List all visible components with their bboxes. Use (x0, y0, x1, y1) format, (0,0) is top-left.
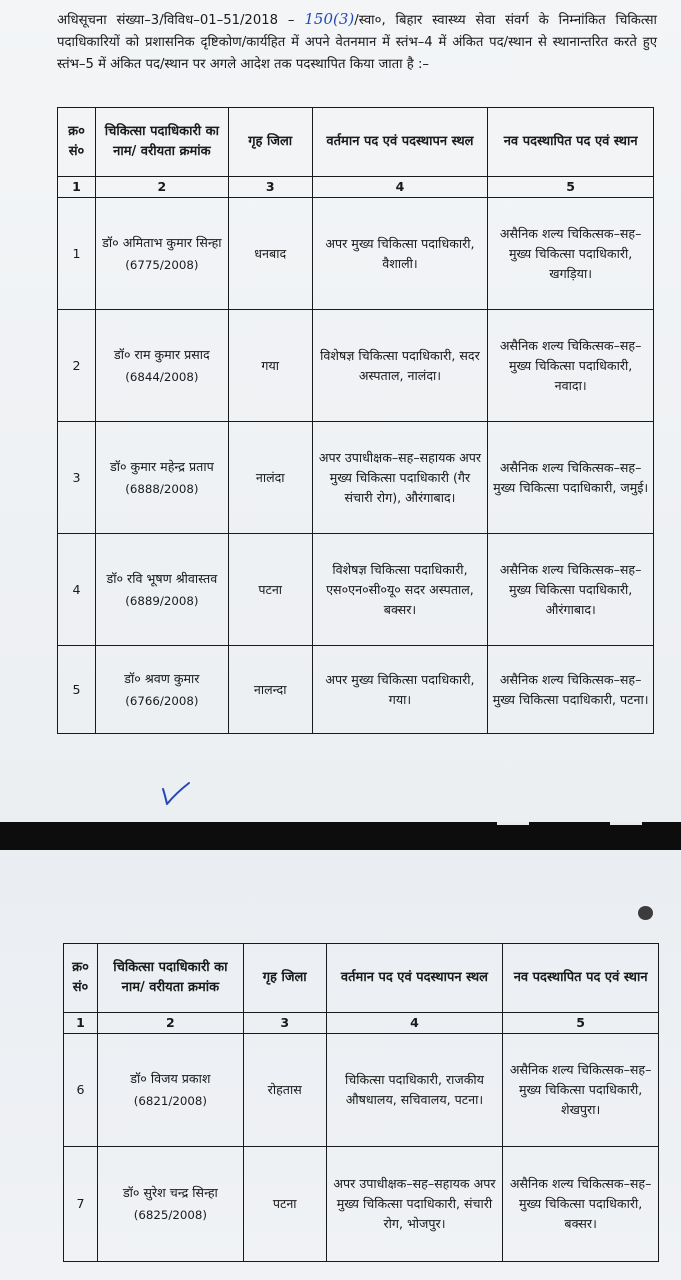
officer-cell (95, 422, 228, 534)
home-district: धनबाद (228, 198, 312, 310)
column-number: 2 (97, 1013, 243, 1034)
current-post: चिकित्सा पदाधिकारी, राजकीय औषधालय, सचिवालय, पटना। (326, 1034, 503, 1147)
home-district: गया (228, 310, 312, 422)
column-number-row (64, 1013, 659, 1034)
serial-number: 2 (58, 310, 96, 422)
table-row (64, 1034, 659, 1147)
header-officer-name: चिकित्सा पदाधिकारी का नाम/ वरीयता क्रमांक (95, 108, 228, 177)
header-serial: क्र० सं० (64, 944, 98, 1013)
new-post: असैनिक शल्य चिकित्सक–सह–मुख्य चिकित्सा पदाधिकारी, शेखपुरा। (503, 1034, 659, 1147)
header-home-district: गृह जिला (243, 944, 326, 1013)
transfer-table-page-2 (63, 943, 659, 1262)
table-row (58, 422, 654, 534)
home-district: नालंदा (228, 422, 312, 534)
officer-name: डॉ० विजय प्रकाश (130, 1071, 211, 1086)
seniority-number: (6821/2008) (133, 1094, 207, 1108)
transfer-table-page-1 (57, 107, 654, 734)
officer-cell (95, 646, 228, 734)
header-serial: क्र० सं० (58, 108, 96, 177)
header-new-post: नव पदस्थापित पद एवं स्थान (503, 944, 659, 1013)
separator-gap (497, 822, 529, 825)
current-post: विशेषज्ञ चिकित्सा पदाधिकारी, एस०एन०सी०यू० सदर अस्पताल, बक्सर। (312, 534, 488, 646)
column-number: 5 (488, 177, 654, 198)
officer-name: डॉ० राम कुमार प्रसाद (113, 346, 210, 362)
header-new-post: नव पदस्थापित पद एवं स्थान (488, 108, 654, 177)
table-row (58, 310, 654, 422)
new-post: असैनिक शल्य चिकित्सक–सह–मुख्य चिकित्सा पदाधिकारी, पटना। (488, 646, 654, 734)
page-separator (0, 822, 681, 850)
officer-cell (97, 1147, 243, 1262)
notice-body: /स्वा०, बिहार स्वास्थ्य सेवा संवर्ग के निम्नांकित चिकित्सा पदाधिकारियों को प्रशासनिक दृष्टिकोण/कार्यहित में अपने वेतनमान में स्तंभ–4 में अंकित पद/स्थान से स्थानान्तरित करते हुए स्तंभ–5 में अंकित पद/स्थान पर अगले आदेश तक पदस्थापित किया जाता है :– (57, 13, 657, 72)
officer-cell (97, 1034, 243, 1147)
table-header-row (58, 108, 654, 177)
serial-number: 4 (58, 534, 96, 646)
header-current-post: वर्तमान पद एवं पदस्थापन स्थल (312, 108, 488, 177)
officer-name: डॉ० सुरेश चन्द्र सिन्हा (122, 1185, 218, 1200)
notice-prefix: अधिसूचना संख्या–3/विविध–01–51/2018 – (57, 13, 295, 28)
new-post: असैनिक शल्य चिकित्सक–सह–मुख्य चिकित्सा पदाधिकारी, जमुई। (488, 422, 654, 534)
seniority-number: (6844/2008) (125, 369, 199, 384)
column-number: 5 (503, 1013, 659, 1034)
column-number-row (58, 177, 654, 198)
seniority-number: (6888/2008) (125, 481, 199, 496)
home-district: पटना (228, 534, 312, 646)
officer-cell (95, 310, 228, 422)
officer-cell (95, 198, 228, 310)
new-post: असैनिक शल्य चिकित्सक–सह–मुख्य चिकित्सा पदाधिकारी, नवादा। (488, 310, 654, 422)
serial-number: 6 (64, 1034, 98, 1147)
home-district: पटना (243, 1147, 326, 1262)
column-number: 4 (326, 1013, 503, 1034)
header-officer-name: चिकित्सा पदाधिकारी का नाम/ वरीयता क्रमांक (97, 944, 243, 1013)
current-post: अपर मुख्य चिकित्सा पदाधिकारी, गया। (312, 646, 488, 734)
column-number: 2 (95, 177, 228, 198)
seniority-number: (6775/2008) (125, 257, 199, 272)
current-post: विशेषज्ञ चिकित्सा पदाधिकारी, सदर अस्पताल, नालंदा। (312, 310, 488, 422)
new-post: असैनिक शल्य चिकित्सक–सह–मुख्य चिकित्सा पदाधिकारी, बक्सर। (503, 1147, 659, 1262)
new-post: असैनिक शल्य चिकित्सक–सह–मुख्य चिकित्सा पदाधिकारी, औरंगाबाद। (488, 534, 654, 646)
column-number: 1 (58, 177, 96, 198)
header-current-post: वर्तमान पद एवं पदस्थापन स्थल (326, 944, 503, 1013)
officer-name: डॉ० रवि भूषण श्रीवास्तव (106, 570, 218, 586)
table-header-row (64, 944, 659, 1013)
handwritten-tick-icon (160, 780, 192, 806)
notice-text (57, 8, 657, 76)
separator-gap (610, 822, 642, 825)
column-number: 3 (243, 1013, 326, 1034)
handwritten-notice-number: 150(3) (304, 10, 355, 28)
officer-cell (95, 534, 228, 646)
table-row (58, 646, 654, 734)
current-post: अपर मुख्य चिकित्सा पदाधिकारी, वैशाली। (312, 198, 488, 310)
column-number: 4 (312, 177, 488, 198)
home-district: नालन्दा (228, 646, 312, 734)
table-row (64, 1147, 659, 1262)
punch-hole (638, 906, 653, 920)
home-district: रोहतास (243, 1034, 326, 1147)
table-row (58, 198, 654, 310)
seniority-number: (6889/2008) (125, 593, 199, 608)
serial-number: 3 (58, 422, 96, 534)
header-home-district: गृह जिला (228, 108, 312, 177)
seniority-number: (6766/2008) (125, 693, 199, 708)
new-post: असैनिक शल्य चिकित्सक–सह–मुख्य चिकित्सा पदाधिकारी, खगड़िया। (488, 198, 654, 310)
table-row (58, 534, 654, 646)
officer-name: डॉ० अमिताभ कुमार सिन्हा (102, 234, 222, 250)
officer-name: डॉ० श्रवण कुमार (124, 670, 200, 686)
serial-number: 5 (58, 646, 96, 734)
serial-number: 7 (64, 1147, 98, 1262)
current-post: अपर उपाधीक्षक–सह–सहायक अपर मुख्य चिकित्सा पदाधिकारी, संचारी रोग, भोजपुर। (326, 1147, 503, 1262)
serial-number: 1 (58, 198, 96, 310)
seniority-number: (6825/2008) (133, 1208, 207, 1222)
column-number: 3 (228, 177, 312, 198)
current-post: अपर उपाधीक्षक–सह–सहायक अपर मुख्य चिकित्सा पदाधिकारी (गैर संचारी रोग), औरंगाबाद। (312, 422, 488, 534)
officer-name: डॉ० कुमार महेन्द्र प्रताप (110, 458, 214, 474)
column-number: 1 (64, 1013, 98, 1034)
